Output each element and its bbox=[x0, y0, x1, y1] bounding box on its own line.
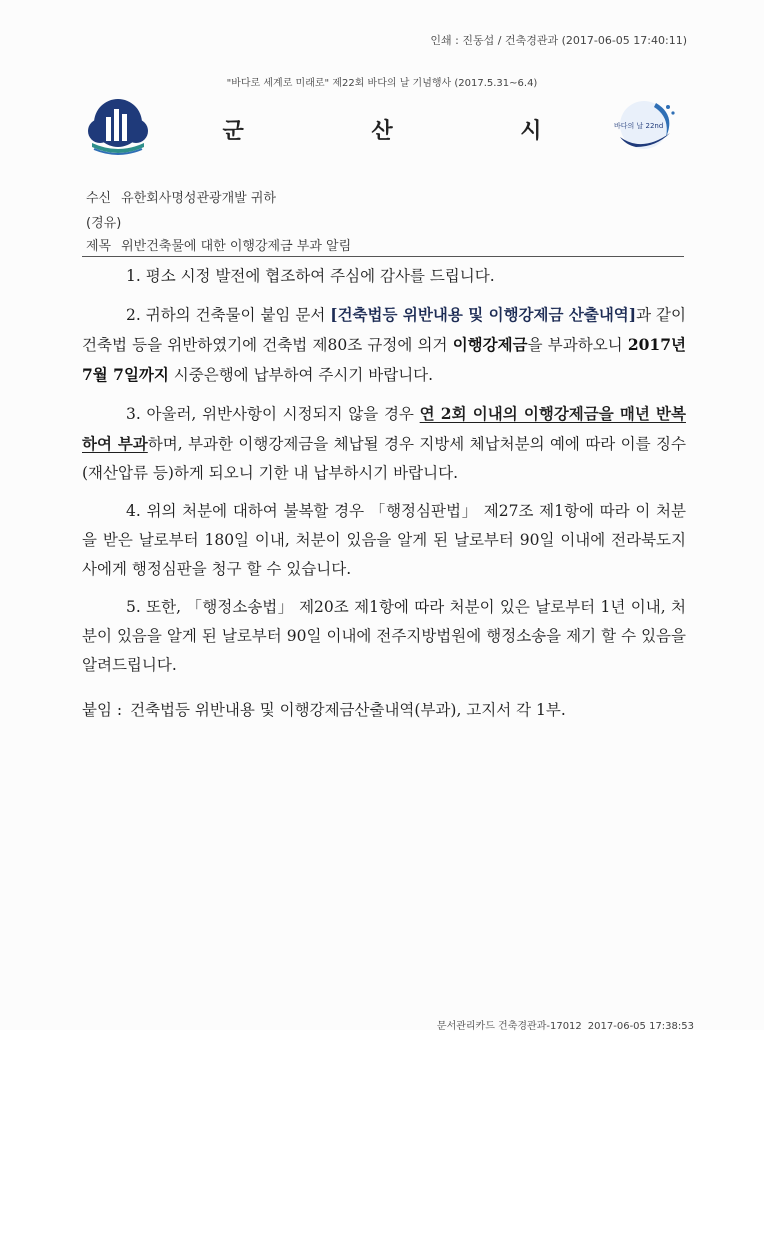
recipient-label: 수신 bbox=[86, 191, 112, 206]
document-card-id: 문서관리카드 건축경관과-17012 bbox=[436, 1021, 582, 1032]
attachment-line bbox=[82, 698, 566, 720]
attachment-reference: [건축법등 위반내용 및 이행강제금 산출내역] bbox=[330, 305, 637, 324]
repeat-penalty-notice: 연 2회 이내의 이행강제금을 매년 반복하여 부과 bbox=[82, 404, 686, 453]
paragraph-3 bbox=[82, 399, 686, 488]
paragraph-5: 5. 또한, 「행정소송법」 제20조 제1항에 따라 처분이 있은 날로부터 1년 이내, 처분이 있음을 알게 된 날로부터 90일 이내에 전주지방법원에 행정소송을 제기 할 수 있음을 알려드립니다. bbox=[82, 598, 686, 674]
print-info: 인쇄 : 진동섭 / 건축경관과 (2017-06-05 17:40:11) bbox=[430, 34, 687, 47]
issuer-title: 군 산 시 bbox=[222, 119, 602, 144]
recipient-row bbox=[86, 187, 276, 206]
paragraph-2-text: 과 같이 건축법 등을 위반하였기에 건축법 제80조 규정에 의거 bbox=[82, 306, 686, 354]
subject-divider bbox=[82, 256, 684, 257]
paragraph-2-text: 을 부과하오니 bbox=[527, 336, 628, 354]
via-row bbox=[86, 212, 121, 231]
paragraph-1: 1. 평소 시정 발전에 협조하여 주심에 감사를 드립니다. bbox=[126, 267, 495, 285]
subject-label: 제목 bbox=[86, 239, 112, 254]
penalty-term: 이행강제금 bbox=[452, 335, 528, 354]
letter-body bbox=[82, 262, 686, 689]
slogan: "바다로 세계로 미래로" 제22회 바다의 날 기념행사 (2017.5.31~6.4) bbox=[226, 78, 538, 89]
paragraph-3-text: 하며, 부과한 이행강제금을 체납될 경우 지방세 체납처분의 예에 따라 이를 징수(재산압류 등)하게 되오니 기한 내 납부하시기 바랍니다. bbox=[82, 435, 686, 482]
document-timestamp: 2017-06-05 17:38:53 bbox=[587, 1021, 694, 1032]
payment-deadline: 2017년 7월 7일까지 bbox=[82, 335, 686, 384]
subject-value: 위반건축물에 대한 이행강제금 부과 알림 bbox=[121, 239, 352, 254]
document-footer bbox=[437, 1017, 694, 1032]
paragraph-2-text: 2. 귀하의 건축물이 붙임 문서 bbox=[126, 306, 331, 324]
via-label: (경유) bbox=[86, 216, 122, 231]
paragraph-2 bbox=[82, 300, 686, 390]
paragraph-2-text: 시중은행에 납부하여 주시기 바랍니다. bbox=[168, 366, 434, 384]
attachment-label: 붙임 : bbox=[82, 701, 123, 719]
subject-row bbox=[86, 235, 351, 254]
attachment-value: 건축법등 위반내용 및 이행강제금산출내역(부과), 고지서 각 1부. bbox=[130, 701, 566, 719]
sea-day-emblem-lettering: 바다의 날 22nd bbox=[614, 122, 664, 130]
recipient-value: 유한회사명성관광개발 귀하 bbox=[121, 191, 276, 206]
paragraph-4: 4. 위의 처분에 대하여 불복할 경우 「행정심판법」 제27조 제1항에 따라 이 처분을 받은 날로부터 180일 이내, 처분이 있음을 알게 된 날로부터 90일 이내에 전라북도지사에게 행정심판을 청구 할 수 있습니다. bbox=[82, 502, 686, 578]
paragraph-3-text: 3. 아울러, 위반사항이 시정되지 않을 경우 bbox=[126, 405, 420, 423]
